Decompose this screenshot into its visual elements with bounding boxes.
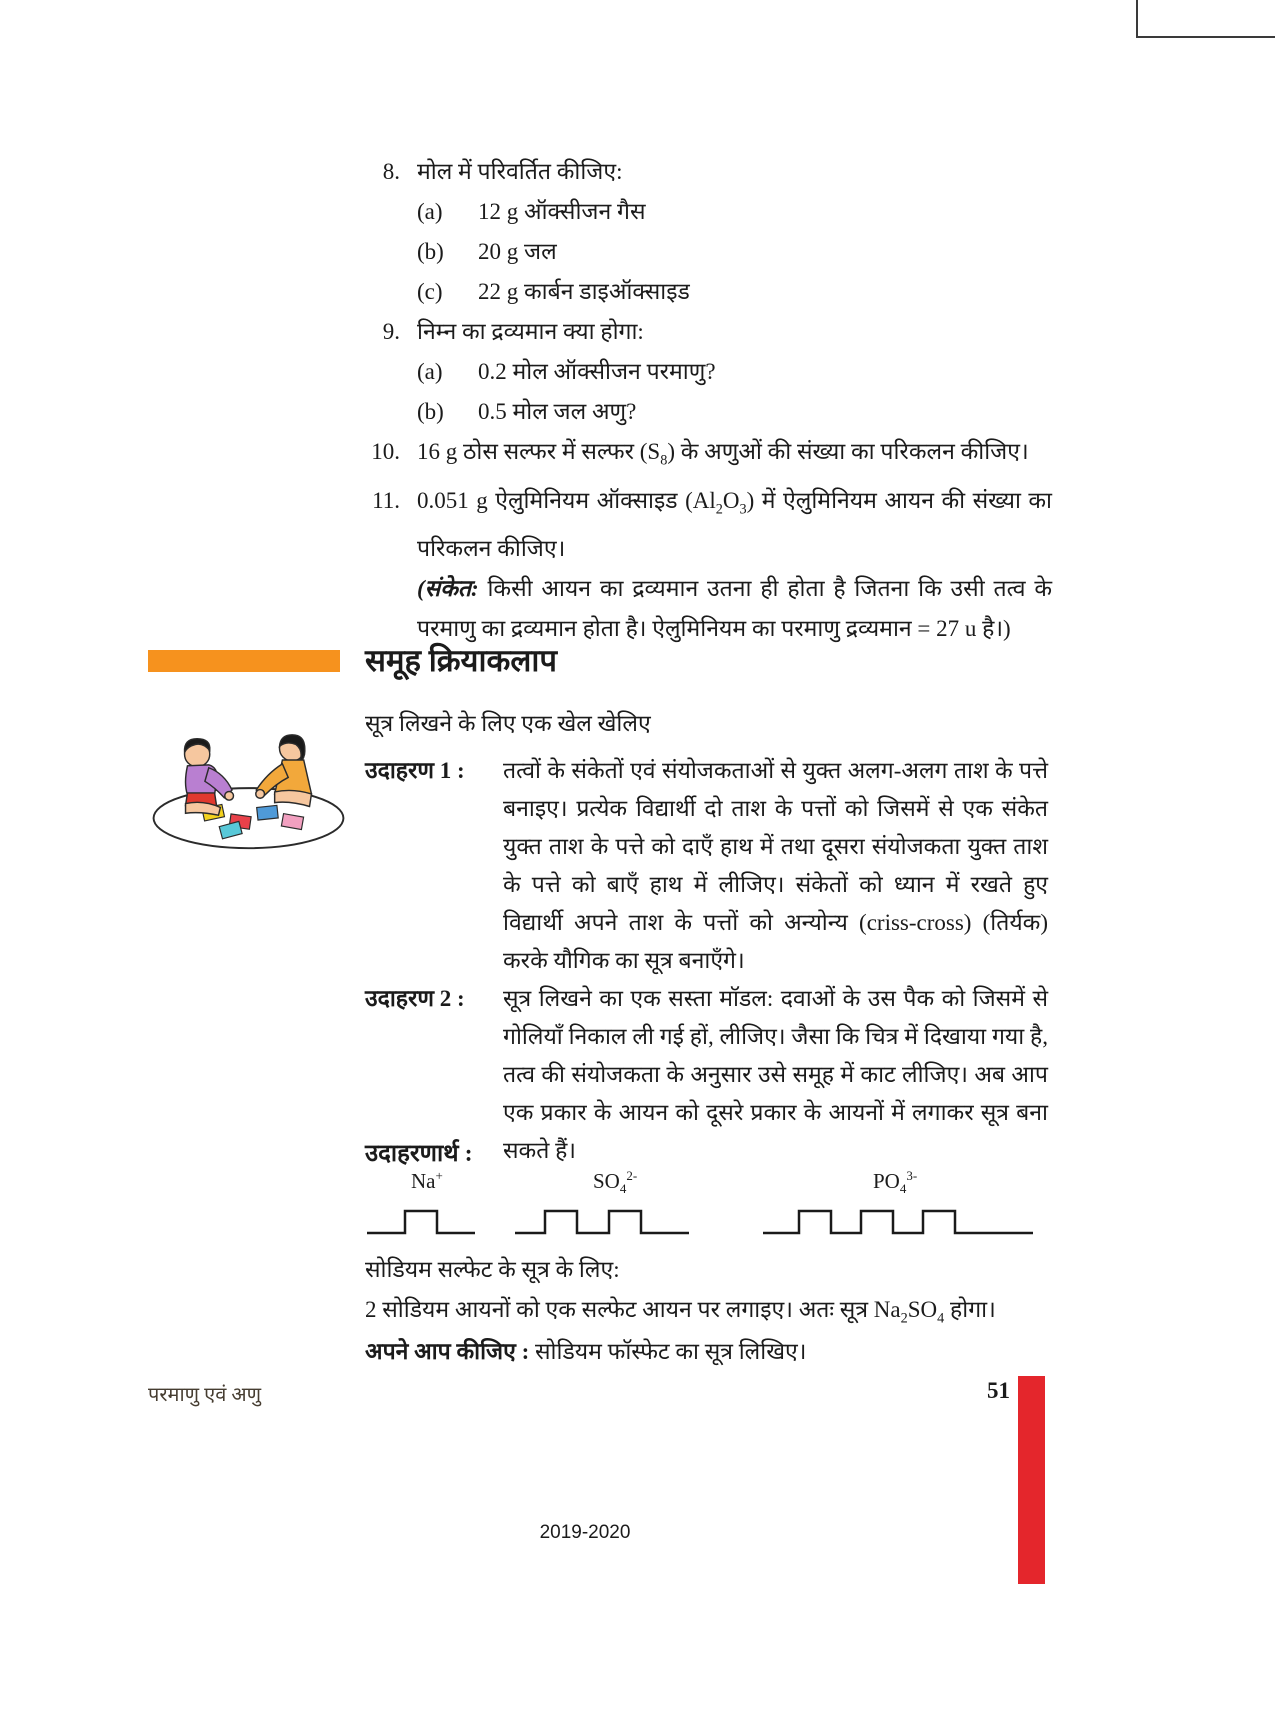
do-it-yourself-text: सोडियम फॉस्फेट का सूत्र लिखिए। xyxy=(529,1339,807,1364)
subitem-text: 0.5 मोल जल अणु? xyxy=(478,399,637,424)
children-playing-cards-illustration xyxy=(146,698,351,858)
hint-lead: (संकेत: xyxy=(417,576,479,602)
subitem-label: (b) xyxy=(417,239,444,264)
section-accent-bar xyxy=(148,650,340,672)
ion-charge: 3- xyxy=(906,1168,918,1183)
question-8b xyxy=(417,232,1052,272)
ion-charge: + xyxy=(435,1168,443,1183)
subitem-text: 22 g कार्बन डाइऑक्साइड xyxy=(478,279,690,304)
ion-group-sodium xyxy=(365,1168,477,1244)
example-2-text: सूत्र लिखने का एक सस्ता मॉडल: दवाओं के उस पैक को जिसमें से गोलियाँ निकाल ली गई हों, लीजिए। जैसा कि चित्र में दिखाया गया है, तत्व की संयोजकता के अनुसार उसे समूह में काट लीजिए। अब आप एक प्रकार के आयन को दूसरे प्रकार के आयनों में लगाकर सूत्र बना सकते हैं। xyxy=(503,986,1048,1163)
hint-text: किसी आयन का द्रव्यमान उतना ही होता है जितना कि उसी तत्व के परमाणु का द्रव्यमान होता है। ऐलुमिनियम का परमाणु द्रव्यमान = 27 u है।) xyxy=(417,576,1052,642)
example-1 xyxy=(365,752,1048,980)
page-edge-red-bar xyxy=(1018,1376,1045,1584)
children-illustration-svg xyxy=(146,698,351,853)
question-10 xyxy=(352,432,1052,481)
question-text: मोल में परिवर्तित कीजिए: xyxy=(417,159,623,184)
ion-group-sulphate xyxy=(513,1168,691,1244)
question-body xyxy=(417,152,1052,312)
exercise-questions xyxy=(352,152,1052,649)
footer-chapter-title: परमाणु एवं अणु xyxy=(148,1384,262,1406)
subitem-label: (a) xyxy=(417,199,443,224)
formula-subscript: 2 xyxy=(900,1310,908,1327)
formula-subscript: 3 xyxy=(739,501,747,518)
page-number: 51 xyxy=(987,1378,1010,1403)
formula-subscript: 2 xyxy=(715,501,723,518)
ion-charge: 2- xyxy=(626,1168,638,1183)
question-9b xyxy=(417,392,1052,432)
do-it-yourself-line xyxy=(365,1334,806,1366)
question-text-part: O xyxy=(722,487,740,513)
question-8a xyxy=(417,192,1052,232)
ion-subscript: 4 xyxy=(899,1181,907,1197)
question-text-part: 16 g ठोस सल्फर में सल्फर (S xyxy=(417,439,661,464)
question-body xyxy=(417,432,1052,481)
question-number: 10. xyxy=(371,439,400,464)
ion-symbol: PO xyxy=(873,1169,900,1193)
activity-intro: सूत्र लिखने के लिए एक खेल खेलिए xyxy=(365,711,651,736)
text-part: 2 सोडियम आयनों को एक सल्फेट आयन पर लगाइए। अतः सूत्र Na xyxy=(365,1297,901,1322)
subitem-text: 0.2 मोल ऑक्सीजन परमाणु? xyxy=(478,359,716,384)
question-9a xyxy=(417,352,1052,392)
ion-symbol: Na xyxy=(411,1169,436,1193)
question-text xyxy=(417,481,1052,570)
question-text-part: ) में ऐलुमिनियम आयन की संख्या का परिकलन कीजिए। xyxy=(417,487,1053,562)
question-text: निम्न का द्रव्यमान क्या होगा: xyxy=(417,319,644,344)
ion-symbol: SO xyxy=(593,1169,620,1193)
sulphate-formula-line xyxy=(365,1292,996,1328)
blister-strip-three-tabs xyxy=(761,1199,1035,1239)
subitem-text: 20 g जल xyxy=(478,239,557,264)
ion-label-so4 xyxy=(593,1168,691,1197)
formula-subscript: 8 xyxy=(660,452,668,469)
question-hint xyxy=(417,569,1052,649)
formula-subscript: 4 xyxy=(937,1310,945,1327)
question-number: 8. xyxy=(382,159,400,184)
ion-subscript: 4 xyxy=(619,1181,627,1197)
question-number: 9. xyxy=(382,319,400,344)
question-11 xyxy=(352,481,1052,650)
question-8c xyxy=(417,272,1052,312)
section-heading: समूह क्रियाकलाप xyxy=(365,643,558,678)
ion-label-po4 xyxy=(873,1168,1035,1197)
example-2-label: उदाहरण 2 : xyxy=(365,986,465,1011)
question-text-part: ) के अणुओं की संख्या का परिकलन कीजिए। xyxy=(667,439,1029,464)
blister-strip-one-tab xyxy=(365,1199,477,1239)
blister-strip-two-tabs xyxy=(513,1199,691,1239)
ion-group-phosphate xyxy=(761,1168,1035,1244)
edition-year-mark: 2019-2020 xyxy=(539,1522,631,1543)
for-example-label: उदाहरणार्थ : xyxy=(365,1141,473,1167)
corner-crop-mark xyxy=(1136,0,1275,38)
question-body xyxy=(417,312,1052,432)
question-8 xyxy=(352,152,1052,312)
subitem-text: 12 g ऑक्सीजन गैस xyxy=(478,199,646,224)
sulphate-formula-intro: सोडियम सल्फेट के सूत्र के लिए: xyxy=(365,1257,620,1282)
text-part: होगा। xyxy=(944,1297,996,1322)
subitem-label: (b) xyxy=(417,399,444,424)
example-1-label: उदाहरण 1 : xyxy=(365,758,465,783)
text-part: SO xyxy=(907,1297,938,1322)
ion-label-na xyxy=(411,1168,477,1197)
subitem-label: (a) xyxy=(417,359,443,384)
do-it-yourself-label: अपने आप कीजिए : xyxy=(365,1339,530,1364)
question-text-part: 0.051 g ऐलुमिनियम ऑक्साइड (Al xyxy=(417,487,716,513)
ion-blister-diagram xyxy=(365,1168,1055,1248)
question-body xyxy=(417,481,1052,650)
example-1-text: तत्वों के संकेतों एवं संयोजकताओं से युक्त अलग-अलग ताश के पत्ते बनाइए। प्रत्येक विद्यार्थी दो ताश के पत्तों को जिसमें से एक संकेत युक्त ताश के पत्ते को दाएँ हाथ में तथा दूसरा संयोजकता युक्त ताश के पत्ते को बाएँ हाथ में लीजिए। संकेतों को ध्यान में रखते हुए विद्यार्थी अपने ताश के पत्तों को अन्योन्य (criss-cross) (तिर्यक) करके यौगिक का सूत्र बनाएँगे। xyxy=(503,758,1048,973)
subitem-label: (c) xyxy=(417,279,443,304)
question-number: 11. xyxy=(372,487,400,513)
question-9 xyxy=(352,312,1052,432)
